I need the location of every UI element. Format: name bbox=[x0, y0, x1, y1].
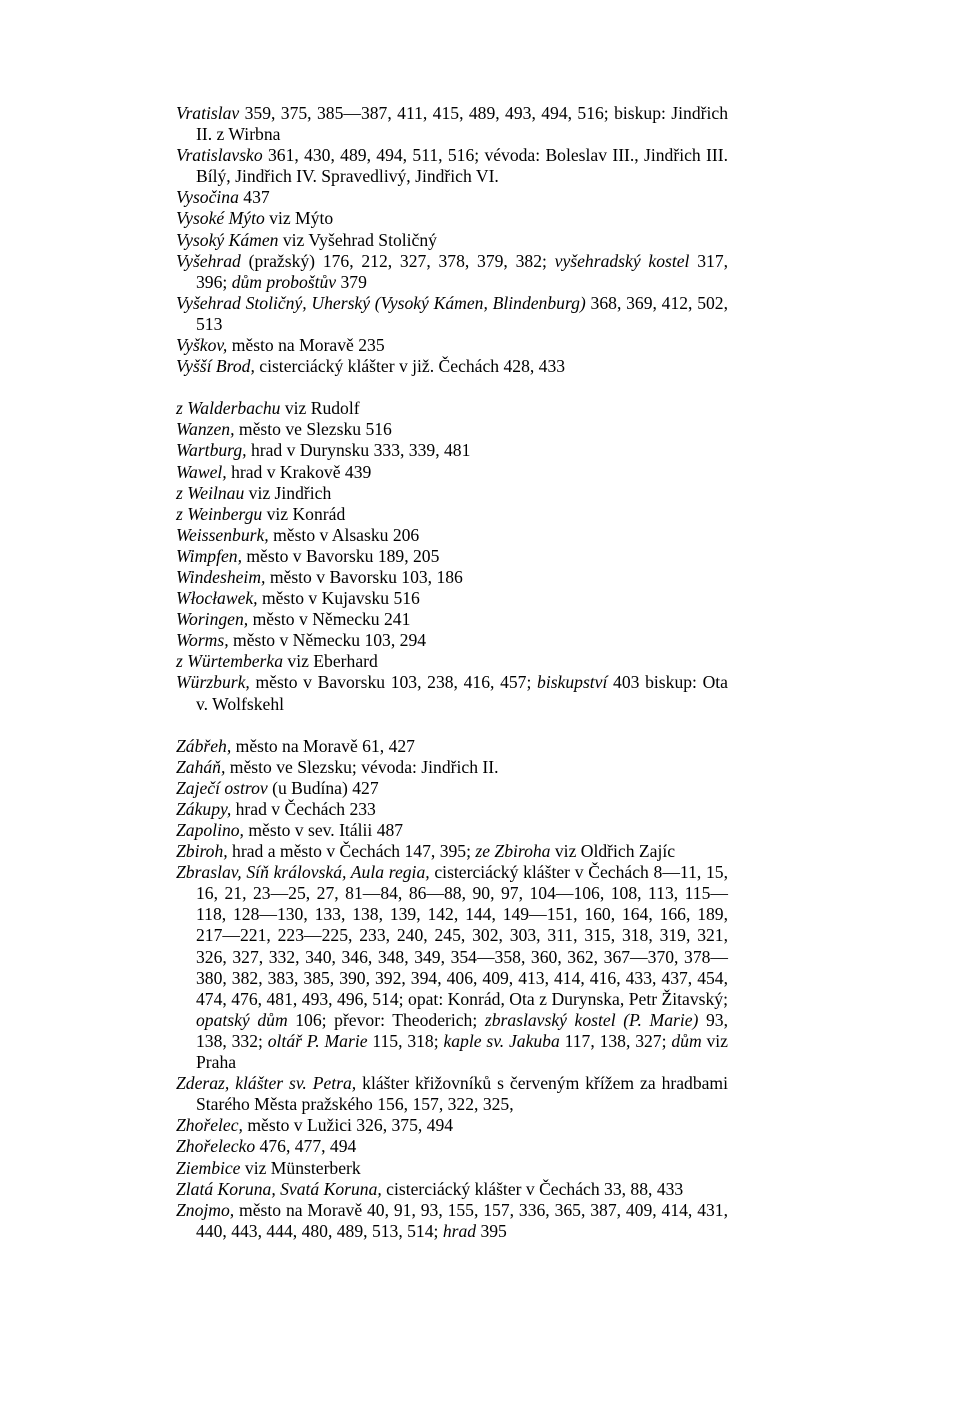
index-entry bbox=[176, 567, 728, 588]
index-entry bbox=[176, 504, 728, 525]
index-entry bbox=[176, 1158, 728, 1179]
index-entry bbox=[176, 1136, 728, 1157]
index-entry bbox=[176, 335, 728, 356]
entry-text: (u Budína) 427 bbox=[267, 777, 379, 798]
entry-term: Wimpfen, bbox=[176, 545, 242, 566]
entry-text: 403 biskup: Ota v. Wolfskehl bbox=[196, 672, 728, 714]
entry-text: město ve Slezsku; vévoda: Jindřich II. bbox=[225, 756, 499, 777]
entry-text: 368, 369, 412, 502, 513 bbox=[196, 292, 728, 334]
entry-term: Zbiroh, bbox=[176, 841, 228, 862]
entry-text: město v Německu 103, 294 bbox=[228, 630, 427, 651]
entry-term: zbraslavský kostel (P. Marie) bbox=[484, 1009, 699, 1030]
entry-text: město na Moravě 40, 91, 93, 155, 157, 336, 365, 387, 409, 414, 431, 440, 443, 444, 480, 489, 513, 514; bbox=[196, 1199, 728, 1241]
entry-term: Wawel, bbox=[176, 461, 227, 482]
entry-term: Vratislav bbox=[176, 103, 240, 123]
entry-text: 106; převor: Theoderich; bbox=[287, 1009, 485, 1030]
entry-text: 115, 318; bbox=[367, 1030, 444, 1051]
entry-term: kaple sv. Jakuba bbox=[443, 1030, 560, 1051]
index-entry bbox=[176, 757, 728, 778]
entry-text: 317, 396; bbox=[196, 250, 729, 292]
entry-term: Zbraslav, Síň královská, Aula regia, bbox=[176, 862, 430, 883]
entry-text: hrad v Durynsku 333, 339, 481 bbox=[246, 440, 471, 461]
entry-text: viz Eberhard bbox=[283, 651, 378, 672]
index-entry bbox=[176, 251, 728, 293]
entry-text: 476, 477, 494 bbox=[255, 1136, 357, 1157]
index-entry bbox=[176, 419, 728, 440]
entry-term: z Weinbergu bbox=[176, 503, 263, 524]
entry-term: Zaječí ostrov bbox=[176, 777, 268, 798]
entry-text: hrad v Čechách 233 bbox=[231, 798, 376, 819]
entry-term: Zákupy, bbox=[176, 798, 232, 819]
entry-term: Zaháň, bbox=[176, 756, 226, 777]
entry-text: viz Jindřich bbox=[244, 482, 332, 503]
entry-text: 93, 138, 332; bbox=[196, 1009, 729, 1051]
entry-term: Vysoký Kámen bbox=[176, 229, 279, 250]
entry-term: Ziembice bbox=[176, 1157, 241, 1178]
entry-text: město v Lužici 326, 375, 494 bbox=[242, 1115, 454, 1136]
entry-text: hrad a město v Čechách 147, 395; bbox=[227, 841, 476, 862]
index-entry bbox=[176, 1179, 728, 1200]
entry-text: viz Vyšehrad Stoličný bbox=[278, 229, 437, 250]
index-entry bbox=[176, 588, 728, 609]
entry-text: město na Moravě 61, 427 bbox=[231, 735, 415, 756]
entry-term: dům proboštův bbox=[231, 271, 337, 292]
index-entry bbox=[176, 293, 728, 335]
index-entry bbox=[176, 187, 728, 208]
entry-text: cisterciácký klášter v Čechách 33, 88, 433 bbox=[381, 1178, 684, 1199]
entry-term: Znojmo, bbox=[176, 1199, 235, 1220]
index-section bbox=[176, 103, 728, 377]
entry-term: z Walderbachu bbox=[176, 398, 281, 419]
index-entry bbox=[176, 525, 728, 546]
entry-text: 379 bbox=[336, 271, 367, 292]
section-gap bbox=[176, 715, 728, 736]
index-entry bbox=[176, 398, 728, 419]
entry-term: Włocławek, bbox=[176, 588, 258, 609]
entry-text: město v sev. Itálii 487 bbox=[243, 820, 404, 840]
index-entry bbox=[176, 1200, 728, 1242]
entry-text: město v Bavorsku 189, 205 bbox=[241, 545, 440, 566]
entry-term: Zderaz, klášter sv. Petra, bbox=[176, 1073, 357, 1094]
index-entry bbox=[176, 778, 728, 799]
entry-term: hrad bbox=[442, 1220, 477, 1241]
entry-text: klášter křižovníků s červeným křížem za hradbami Starého Města pražského 156, 157, 322, 325, bbox=[196, 1073, 729, 1115]
entry-text: 395 bbox=[476, 1220, 507, 1241]
entry-term: Zhořelec, bbox=[176, 1115, 243, 1136]
entry-text: město v Alsasku 206 bbox=[268, 524, 420, 545]
entry-term: Vysoké Mýto bbox=[176, 208, 265, 229]
entry-text: viz Konrád bbox=[262, 503, 346, 524]
entry-text: viz Oldřich Zajíc bbox=[550, 841, 676, 862]
index-entry bbox=[176, 672, 728, 714]
index-entry bbox=[176, 483, 728, 504]
index-entry bbox=[176, 546, 728, 567]
entry-term: dům bbox=[671, 1030, 702, 1051]
entry-text: město v Bavorsku 103, 238, 416, 457; bbox=[249, 672, 538, 693]
entry-term: Zábřeh, bbox=[176, 735, 232, 756]
entry-term: Vyšší Brod, bbox=[176, 356, 255, 377]
entry-text: viz Mýto bbox=[264, 208, 334, 229]
entry-text: viz Rudolf bbox=[280, 398, 360, 419]
index-entry bbox=[176, 440, 728, 461]
entry-text: 117, 138, 327; bbox=[559, 1030, 672, 1051]
index-entry bbox=[176, 630, 728, 651]
entry-text: město ve Slezsku 516 bbox=[234, 419, 392, 440]
entry-term: ze Zbiroha bbox=[475, 841, 551, 862]
entry-term: Zapolino, bbox=[176, 820, 244, 840]
entry-term: Worms, bbox=[176, 630, 229, 651]
entry-term: Vyškov, bbox=[176, 335, 228, 356]
entry-term: Windesheim, bbox=[176, 566, 266, 587]
entry-term: z Weilnau bbox=[176, 482, 245, 503]
entry-term: Vyšehrad Stoličný, Uherský (Vysoký Kámen, Blindenburg) bbox=[176, 292, 586, 313]
entry-text: město v Kujavsku 516 bbox=[257, 588, 420, 609]
entry-text: 361, 430, 489, 494, 511, 516; vévoda: Boleslav III., Jindřich III. Bílý, Jindřich IV. Spravedlivý, Jindřich VI. bbox=[196, 145, 728, 187]
entry-text: 359, 375, 385—387, 411, 415, 489, 493, 494, 516; biskup: Jindřich II. z Wirbna bbox=[196, 103, 728, 145]
entry-term: Weissenburk, bbox=[176, 524, 269, 545]
entry-term: Würzburk, bbox=[176, 672, 250, 693]
entry-term: opatský dům bbox=[196, 1009, 288, 1030]
index-entry bbox=[176, 609, 728, 630]
entry-term: z Würtemberka bbox=[176, 651, 284, 672]
index-entry bbox=[176, 145, 728, 187]
index-entry bbox=[176, 230, 728, 251]
section-gap bbox=[176, 377, 728, 398]
entry-term: Woringen, bbox=[176, 609, 249, 630]
entry-text: město v Bavorsku 103, 186 bbox=[265, 566, 463, 587]
index-entry bbox=[176, 736, 728, 757]
index-entry bbox=[176, 1073, 728, 1115]
entry-text: cisterciácký klášter v již. Čechách 428, 433 bbox=[254, 356, 566, 377]
index-entry bbox=[176, 103, 728, 145]
index-entry bbox=[176, 862, 728, 1073]
index-entry bbox=[176, 462, 728, 483]
index-entry bbox=[176, 1115, 728, 1136]
index-section bbox=[176, 736, 728, 1242]
entry-text: hrad v Krakově 439 bbox=[226, 461, 372, 482]
entry-term: Wanzen, bbox=[176, 419, 235, 440]
index-section bbox=[176, 398, 728, 714]
entry-text: (pražský) 176, 212, 327, 378, 379, 382; bbox=[240, 250, 555, 271]
index-page bbox=[176, 103, 728, 1242]
index-entry bbox=[176, 841, 728, 862]
entry-text: cisterciácký klášter v Čechách 8—11, 15, 16, 21, 23—25, 27, 81—84, 86—88, 90, 97, 104—106, 108, 113, 115—118, 128—130, 133, 138, 139, 142, 144, 149—151, 160, 164, 166, 189, 217—221, 223—225, 233, 240, 245, 302, 303, 311, 315, 318, 319, 321, 326, 327, 332, 340, 346, 348, 349, 354—358, 360, 362, 367—370, 378—380, 382, 383, 385, 390, 392, 394, 406, 409, 413, 414, 416, 433, 437, 454, 474, 476, 481, 493, 496, 514; opat: Konrád, Ota z Durynska, Petr Žitavský; bbox=[196, 862, 728, 1009]
index-entry bbox=[176, 820, 728, 841]
entry-term: Vratislavsko bbox=[176, 145, 263, 166]
entry-text: viz Praha bbox=[196, 1030, 728, 1073]
index-entry bbox=[176, 651, 728, 672]
entry-term: Zlatá Koruna, Svatá Koruna, bbox=[176, 1178, 382, 1199]
entry-text: viz Münsterberk bbox=[240, 1157, 361, 1178]
entry-term: Vysočina bbox=[176, 187, 239, 208]
entry-term: oltář P. Marie bbox=[267, 1030, 368, 1051]
entry-text: 437 bbox=[238, 187, 270, 208]
entry-term: Wartburg, bbox=[176, 440, 247, 461]
entry-term: Vyšehrad bbox=[176, 250, 241, 271]
index-entry bbox=[176, 356, 728, 377]
entry-term: biskupství bbox=[537, 672, 608, 693]
index-entry bbox=[176, 799, 728, 820]
index-entry bbox=[176, 208, 728, 229]
entry-term: Zhořelecko bbox=[176, 1136, 256, 1157]
entry-term: vyšehradský kostel bbox=[554, 250, 690, 271]
entry-text: město na Moravě 235 bbox=[227, 335, 385, 356]
entry-text: město v Německu 241 bbox=[248, 609, 411, 630]
